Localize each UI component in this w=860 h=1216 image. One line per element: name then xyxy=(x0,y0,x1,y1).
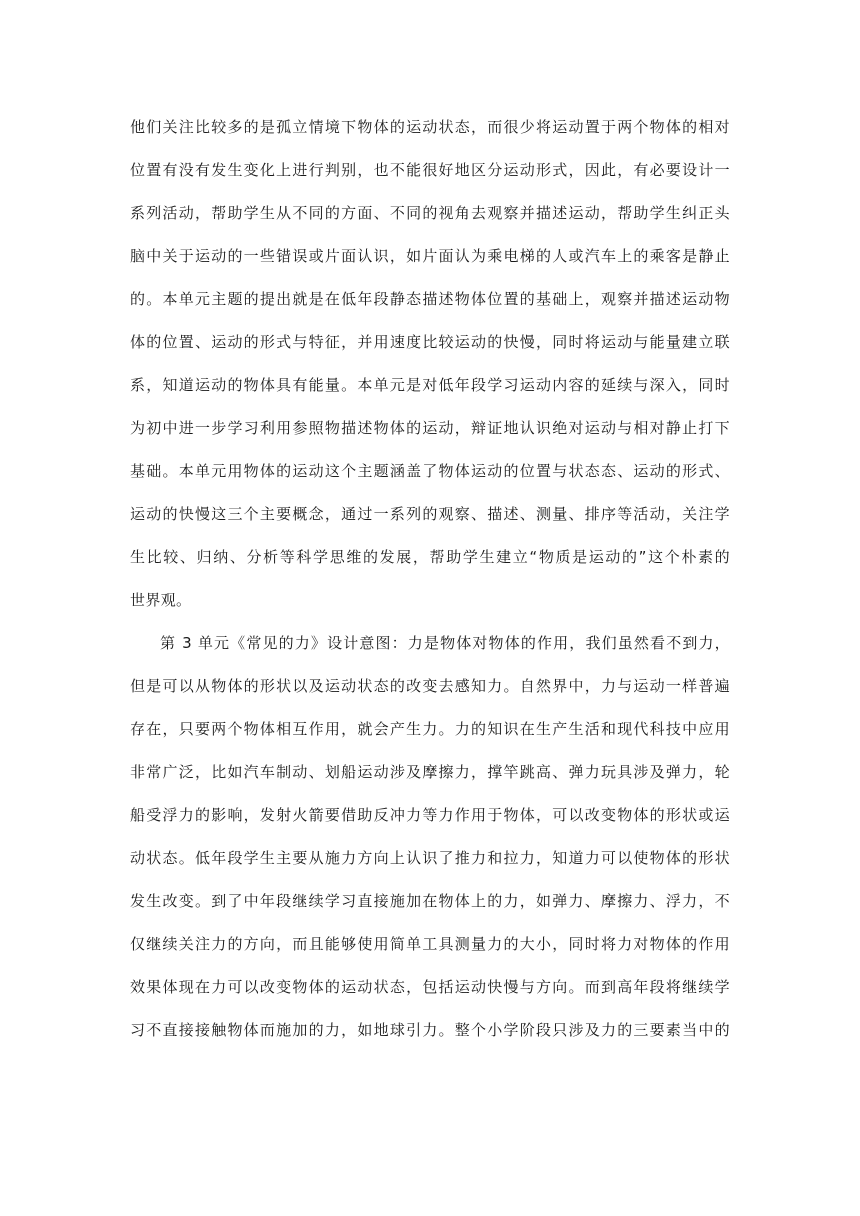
paragraph-1-line-1: 他们关注比较多的是孤立情境下物体的运动状态，而很少将运动置于两个物体的相对 xyxy=(130,118,730,136)
paragraph-2-line-8: 仅继续关注力的方向，而且能够使用简单工具测量力的大小，同时将力对物体的作用 xyxy=(130,935,730,953)
paragraph-2-line-4: 非常广泛，比如汽车制动、划船运动涉及摩擦力，撑竿跳高、弹力玩具涉及弹力，轮 xyxy=(130,763,730,781)
paragraph-2-line-1: 第 3 单元《常见的力》设计意图：力是物体对物体的作用，我们虽然看不到力， xyxy=(160,634,730,652)
paragraph-2-line-3: 存在，只要两个物体相互作用，就会产生力。力的知识在生产生活和现代科技中应用 xyxy=(130,720,730,738)
paragraph-1-line-10: 运动的快慢这三个主要概念，通过一系列的观察、描述、测量、排序等活动，关注学 xyxy=(130,505,730,523)
paragraph-1-line-9: 基础。本单元用物体的运动这个主题涵盖了物体运动的位置与状态态、运动的形式、 xyxy=(130,462,730,480)
paragraph-1-line-2: 位置有没有发生变化上进行判别，也不能很好地区分运动形式，因此，有必要设计一 xyxy=(130,161,730,179)
paragraph-1-line-12: 世界观。 xyxy=(130,591,192,609)
paragraph-1-line-8: 为初中进一步学习利用参照物描述物体的运动，辩证地认识绝对运动与相对静止打下 xyxy=(130,419,730,437)
paragraph-2-line-11 xyxy=(130,1059,730,1087)
paragraph-2-line-5: 船受浮力的影响，发射火箭要借助反冲力等力作用于物体，可以改变物体的形状或运 xyxy=(130,806,730,824)
paragraph-1-line-3: 系列活动，帮助学生从不同的方面、不同的视角去观察并描述运动，帮助学生纠正头 xyxy=(130,204,730,222)
paragraph-1-line-5: 的。本单元主题的提出就是在低年段静态描述物体位置的基础上，观察并描述运动物 xyxy=(130,290,730,308)
paragraph-1-line-11: 生比较、归纳、分析等科学思维的发展，帮助学生建立“物质是运动的”这个朴素的 xyxy=(130,548,730,566)
paragraph-2-line-10: 习不直接接触物体而施加的力，如地球引力。整个小学阶段只涉及力的三要素当中的 xyxy=(130,1021,730,1039)
paragraph-2-line-9: 效果体现在力可以改变物体的运动状态，包括运动快慢与方向。而到高年段将继续学 xyxy=(130,978,730,996)
paragraph-2-line-7: 发生改变。到了中年段继续学习直接施加在物体上的力，如弹力、摩擦力、浮力，不 xyxy=(130,892,730,910)
paragraph-2-line-2: 但是可以从物体的形状以及运动状态的改变去感知力。自然界中，力与运动一样普遍 xyxy=(130,677,730,695)
paragraph-1-line-4: 脑中关于运动的一些错误或片面认识，如片面认为乘电梯的人或汽车上的乘客是静止 xyxy=(130,247,730,265)
paragraph-1-line-6: 体的位置、运动的形式与特征，并用速度比较运动的快慢，同时将运动与能量建立联 xyxy=(130,333,730,351)
paragraph-2-line-6: 动状态。低年段学生主要从施力方向上认识了推力和拉力，知道力可以使物体的形状 xyxy=(130,849,730,867)
paragraph-1-line-7: 系，知道运动的物体具有能量。本单元是对低年段学习运动内容的延续与深入，同时 xyxy=(130,376,730,394)
